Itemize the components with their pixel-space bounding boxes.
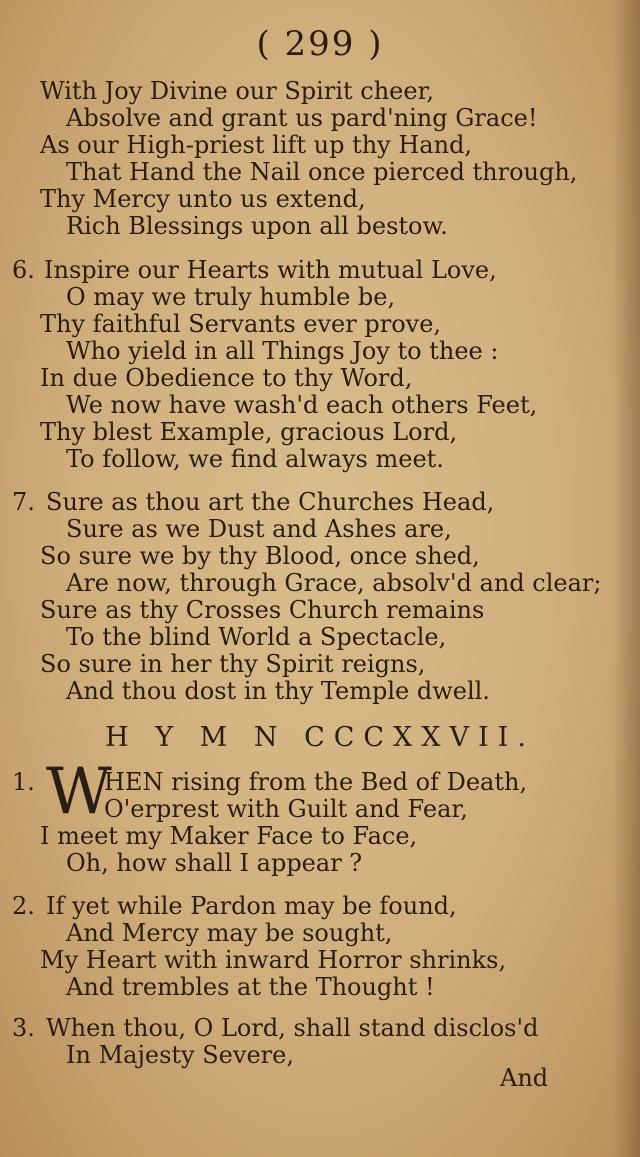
catchword: And (500, 1064, 549, 1092)
verse-line: O may we truly humble be, (66, 283, 396, 311)
verse-number: 1. (12, 768, 35, 796)
verse-line: And trembles at the Thought ! (66, 973, 435, 1001)
verse-line: HEN rising from the Bed of Death, (104, 768, 528, 796)
verse-line: So sure we by thy Blood, once shed, (40, 542, 480, 570)
verse-line: Thy Mercy unto us extend, (40, 185, 366, 213)
verse-line: In due Obedience to thy Word, (40, 364, 413, 392)
verse-line: Absolve and grant us pard'ning Grace! (66, 104, 538, 132)
verse-line: Thy blest Example, gracious Lord, (40, 418, 458, 446)
verse-line: We now have wash'd each others Feet, (66, 391, 538, 419)
verse-line: Sure as thy Crosses Church remains (40, 596, 485, 624)
page-number: ( 299 ) (256, 24, 384, 64)
verse-line: And thou dost in thy Temple dwell. (66, 677, 490, 705)
verse-line: Are now, through Grace, absolv'd and clear; (66, 569, 602, 597)
verse-number: 6. (12, 256, 35, 284)
verse-line: And Mercy may be sought, (66, 919, 393, 947)
verse-number: 7. (12, 488, 35, 516)
hymn-title: H Y M N CCCXXVII. (105, 722, 535, 753)
verse-line: Sure as we Dust and Ashes are, (66, 515, 452, 543)
verse-number: 3. (12, 1014, 35, 1042)
verse-line: So sure in her thy Spirit reigns, (40, 650, 426, 678)
verse-line: With Joy Divine our Spirit cheer, (40, 77, 435, 105)
verse-line: As our High-priest lift up thy Hand, (40, 131, 473, 159)
verse-line: My Heart with inward Horror shrinks, (40, 946, 507, 974)
verse-line: I meet my Maker Face to Face, (40, 822, 418, 850)
verse-line: In Majesty Severe, (66, 1041, 294, 1069)
verse-line: To follow, we find always meet. (66, 445, 444, 473)
verse-line: Who yield in all Things Joy to thee : (66, 337, 499, 365)
verse-line: If yet while Pardon may be found, (46, 892, 457, 920)
verse-line: Sure as thou art the Churches Head, (46, 488, 495, 516)
verse-line: Rich Blessings upon all bestow. (66, 212, 448, 240)
verse-line: O'erprest with Guilt and Fear, (104, 795, 468, 823)
verse-line: That Hand the Nail once pierced through, (66, 158, 578, 186)
verse-line: Thy faithful Servants ever prove, (40, 310, 442, 338)
verse-line: Inspire our Hearts with mutual Love, (44, 256, 497, 284)
drop-cap: W (46, 755, 112, 829)
page-edge-shadow (612, 0, 640, 1157)
verse-line: When thou, O Lord, shall stand disclos'd (46, 1014, 539, 1042)
verse-number: 2. (12, 892, 35, 920)
verse-line: Oh, how shall I appear ? (66, 849, 363, 877)
verse-line: To the blind World a Spectacle, (66, 623, 447, 651)
